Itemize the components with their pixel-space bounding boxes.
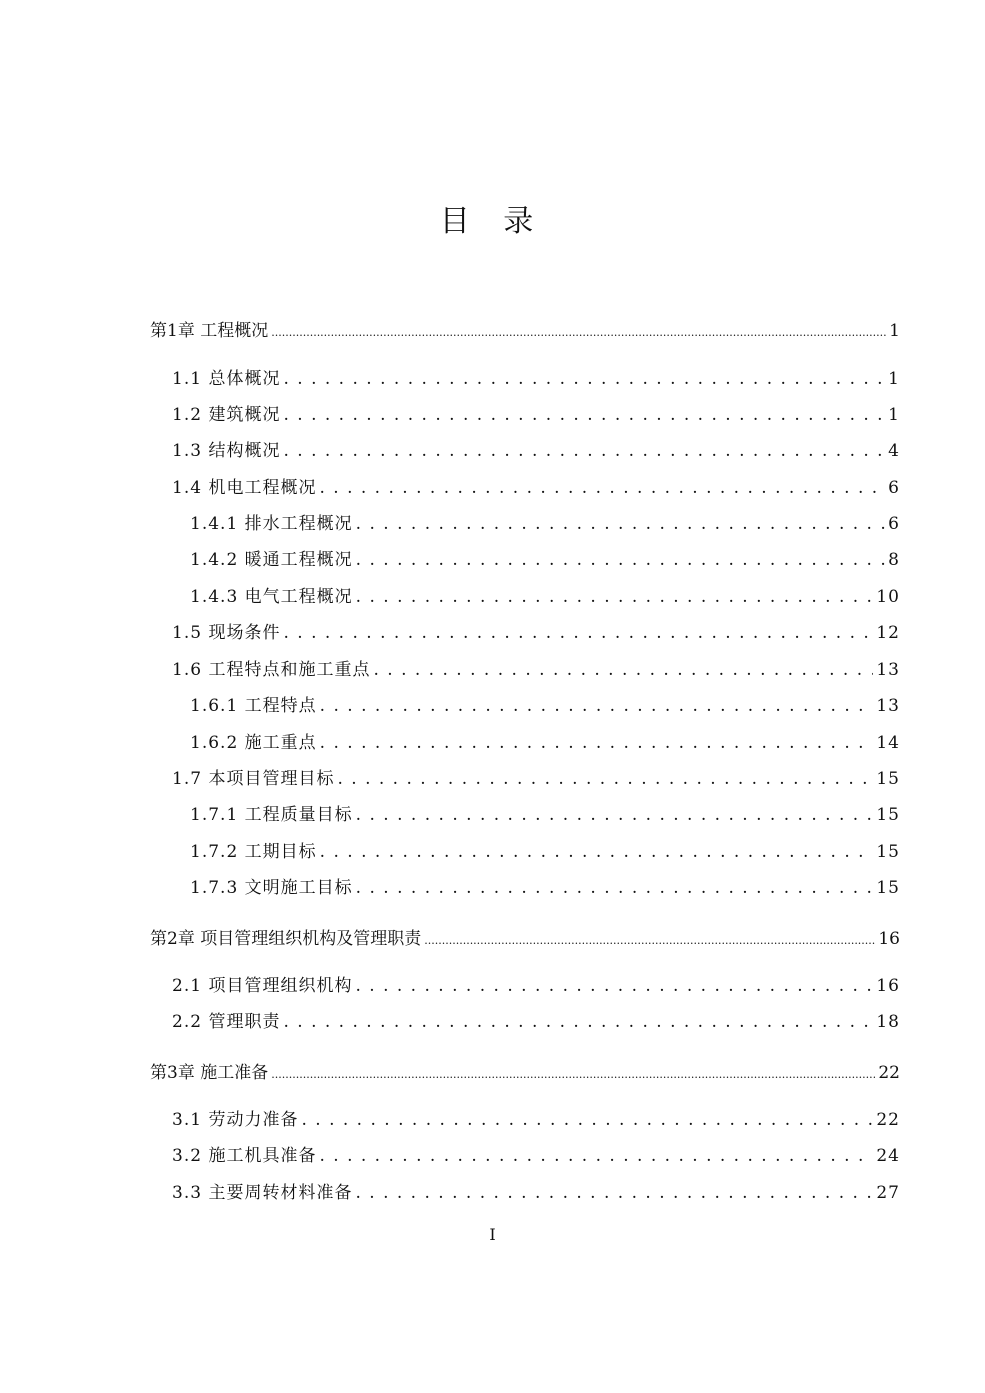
entry-page-number: 13: [876, 660, 900, 680]
section-entry[interactable]: [172, 764, 900, 789]
entry-label: 1.5 现场条件: [172, 623, 281, 643]
entry-page-number: 8: [888, 550, 900, 570]
entry-page-number: 1: [889, 321, 900, 341]
entry-page-number: 22: [876, 1110, 900, 1130]
entry-page-number: 15: [876, 842, 900, 862]
dot-leader: [424, 929, 875, 949]
entry-label: 1.4.3 电气工程概况: [190, 587, 353, 607]
subsection-entry[interactable]: [190, 545, 900, 570]
subsection-entry[interactable]: [190, 728, 900, 753]
entry-page-number: 15: [876, 805, 900, 825]
subsection-entry[interactable]: [190, 837, 900, 862]
entry-label: 第1章 工程概况: [150, 321, 269, 341]
entry-page-number: 13: [876, 696, 900, 716]
entry-label: 1.7 本项目管理目标: [172, 769, 335, 789]
entry-label: 1.3 结构概况: [172, 441, 281, 461]
entry-label: 1.1 总体概况: [172, 369, 281, 389]
section-entry[interactable]: [172, 618, 900, 643]
entry-page-number: 24: [876, 1146, 900, 1166]
dot-leader: [355, 976, 873, 996]
section-entry[interactable]: [172, 971, 900, 996]
entry-page-number: 15: [876, 878, 900, 898]
subsection-entry[interactable]: [190, 509, 900, 534]
section-entry[interactable]: [172, 1105, 900, 1130]
entry-label: 3.3 主要周转材料准备: [172, 1183, 353, 1203]
dot-leader: [337, 769, 873, 789]
entry-label: 3.1 劳动力准备: [172, 1110, 299, 1130]
entry-page-number: 16: [876, 976, 900, 996]
entry-label: 1.4.1 排水工程概况: [190, 514, 353, 534]
subsection-entry[interactable]: [190, 800, 900, 825]
entry-page-number: 27: [876, 1183, 900, 1203]
dot-leader: [320, 733, 874, 753]
dot-leader: [373, 660, 873, 680]
entry-page-number: 1: [888, 369, 900, 389]
entry-label: 第3章 施工准备: [150, 1063, 269, 1083]
entry-label: 1.6.2 施工重点: [190, 733, 317, 753]
subsection-entry[interactable]: [190, 582, 900, 607]
entry-page-number: 22: [878, 1063, 900, 1083]
section-entry[interactable]: [172, 1007, 900, 1032]
dot-leader: [283, 441, 885, 461]
section-entry[interactable]: [172, 400, 900, 425]
chapter-entry[interactable]: [150, 924, 900, 949]
dot-leader: [356, 805, 874, 825]
entry-label: 1.7.3 文明施工目标: [190, 878, 353, 898]
entry-page-number: 6: [888, 478, 900, 498]
entry-label: 2.1 项目管理组织机构: [172, 976, 353, 996]
entry-label: 1.2 建筑概况: [172, 405, 281, 425]
subsection-entry[interactable]: [190, 691, 900, 716]
entry-label: 1.6 工程特点和施工重点: [172, 660, 371, 680]
entry-label: 2.2 管理职责: [172, 1012, 281, 1032]
section-entry[interactable]: [172, 655, 900, 680]
dot-leader: [356, 514, 886, 534]
section-entry[interactable]: [172, 1178, 900, 1203]
dot-leader: [320, 842, 874, 862]
chapter-entry[interactable]: [150, 316, 900, 341]
entry-page-number: 6: [888, 514, 900, 534]
dot-leader: [319, 478, 885, 498]
entry-label: 1.4 机电工程概况: [172, 478, 317, 498]
dot-leader: [356, 878, 874, 898]
dot-leader: [319, 1146, 873, 1166]
entry-page-number: 15: [876, 769, 900, 789]
entry-page-number: 16: [878, 929, 900, 949]
entry-page-number: 18: [876, 1012, 900, 1032]
dot-leader: [301, 1110, 873, 1130]
section-entry[interactable]: [172, 364, 900, 389]
dot-leader: [356, 550, 886, 570]
entry-page-number: 4: [888, 441, 900, 461]
dot-leader: [283, 369, 885, 389]
dot-leader: [355, 1183, 873, 1203]
dot-leader: [283, 405, 885, 425]
entry-page-number: 14: [876, 733, 900, 753]
dot-leader: [356, 587, 874, 607]
dot-leader: [283, 1012, 873, 1032]
entry-page-number: 12: [876, 623, 900, 643]
entry-label: 1.4.2 暖通工程概况: [190, 550, 353, 570]
entry-label: 第2章 项目管理组织机构及管理职责: [150, 929, 422, 949]
chapter-entry[interactable]: [150, 1058, 900, 1083]
dot-leader: [283, 623, 873, 643]
section-entry[interactable]: [172, 473, 900, 498]
section-entry[interactable]: [172, 1141, 900, 1166]
subsection-entry[interactable]: [190, 873, 900, 898]
toc-title: 目 录: [439, 204, 546, 239]
entry-label: 1.6.1 工程特点: [190, 696, 317, 716]
dot-leader: [271, 1063, 875, 1083]
entry-label: 3.2 施工机具准备: [172, 1146, 317, 1166]
entry-label: 1.7.2 工期目标: [190, 842, 317, 862]
dot-leader: [271, 321, 886, 341]
entry-label: 1.7.1 工程质量目标: [190, 805, 353, 825]
section-entry[interactable]: [172, 436, 900, 461]
page-number: I: [489, 1225, 496, 1244]
dot-leader: [320, 696, 874, 716]
entry-page-number: 10: [876, 587, 900, 607]
entry-page-number: 1: [888, 405, 900, 425]
